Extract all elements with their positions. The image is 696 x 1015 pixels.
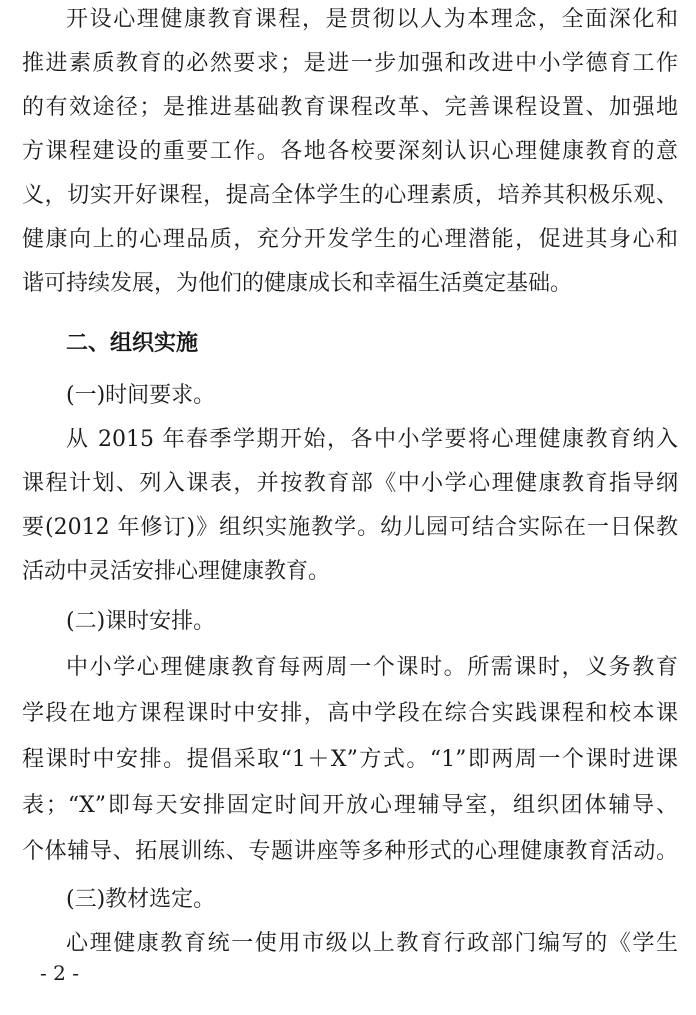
paragraph-line: 谐可持续发展，为他们的健康成长和幸福生活奠定基础。	[22, 271, 573, 296]
paragraph-line: 程课时中安排。提倡采取“1＋X”方式。“1”即两周一个课时进课	[22, 747, 678, 772]
subsection-heading: (一)时间要求。	[66, 383, 216, 408]
paragraph-line: 学段在地方课程课时中安排，高中学段在综合实践课程和校本课	[22, 701, 678, 726]
paragraph-line: 个体辅导、拓展训练、专题讲座等多种形式的心理健康教育活动。	[22, 839, 678, 864]
paragraph-line: 表；“X”即每天安排固定时间开放心理辅导室，组织团体辅导、	[22, 793, 678, 818]
paragraph-line: 义，切实开好课程，提高全体学生的心理素质，培养其积极乐观、	[22, 183, 678, 208]
paragraph-line: 心理健康教育统一使用市级以上教育行政部门编写的《学生	[66, 931, 678, 956]
paragraph-line: 方课程建设的重要工作。各地各校要深刻认识心理健康教育的意	[22, 139, 678, 164]
paragraph-line: 课程计划、列入课表，并按教育部《中小学心理健康教育指导纲	[22, 471, 678, 496]
page-number: - 2 -	[40, 961, 79, 985]
paragraph-line: 健康向上的心理品质，充分开发学生的心理潜能，促进其身心和	[22, 227, 678, 252]
paragraph-line: 要(2012 年修订)》组织实施教学。幼儿园可结合实际在一日保教	[22, 515, 678, 540]
paragraph-line: 的有效途径；是推进基础教育课程改革、完善课程设置、加强地	[22, 95, 678, 120]
paragraph-line: 开设心理健康教育课程，是贯彻以人为本理念，全面深化和	[66, 7, 678, 32]
paragraph-line: 推进素质教育的必然要求；是进一步加强和改进中小学德育工作	[22, 51, 678, 76]
subsection-heading: (三)教材选定。	[66, 887, 216, 912]
paragraph-line: 活动中灵活安排心理健康教育。	[22, 559, 331, 584]
paragraph-line: 中小学心理健康教育每两周一个课时。所需课时，义务教育	[66, 655, 678, 680]
section-heading: 二、组织实施	[66, 331, 199, 356]
subsection-heading: (二)课时安排。	[66, 609, 216, 634]
paragraph-line: 从 2015 年春季学期开始，各中小学要将心理健康教育纳入	[66, 427, 678, 452]
